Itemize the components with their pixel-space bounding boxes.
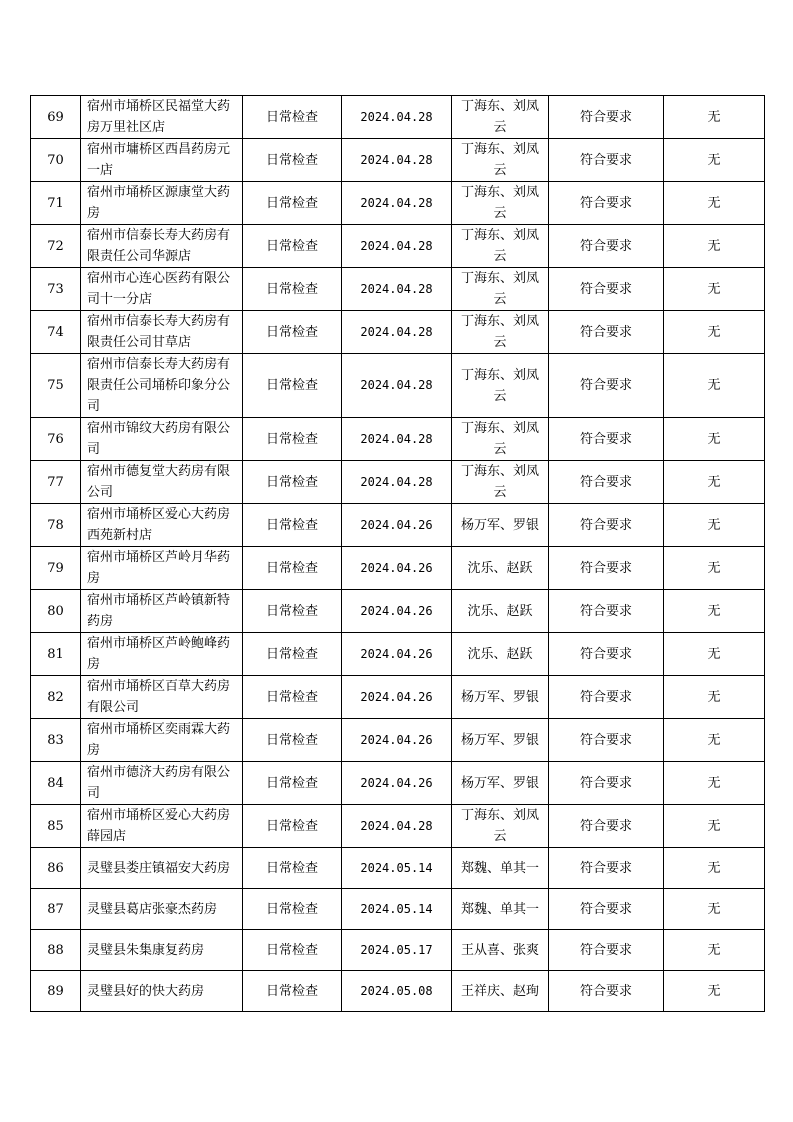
row-number-cell: 89 [31,971,81,1012]
pharmacy-name-line: 西苑新村店 [87,528,153,543]
inspection-type-cell: 日常检查 [243,96,342,139]
inspection-type-cell: 日常检查 [243,461,342,504]
row-number-cell: 78 [31,504,81,547]
inspectors-cell: 丁海东、刘凤云 [452,461,549,504]
pharmacy-name-line: 有限公司 [87,700,140,715]
pharmacy-name-line: 房 [87,743,101,758]
inspection-type-cell: 日常检查 [243,805,342,848]
pharmacy-name-cell [81,182,243,225]
pharmacy-name-line: 司 [87,399,101,414]
pharmacy-name-line: 灵璧县葛店张豪杰药房 [87,901,218,917]
pharmacy-name-cell [81,971,243,1012]
inspection-type-cell: 日常检查 [243,971,342,1012]
inspection-date-cell: 2024.05.14 [342,889,452,930]
inspection-result-cell: 符合要求 [549,889,664,930]
inspection-result-cell: 符合要求 [549,182,664,225]
row-number-cell: 72 [31,225,81,268]
table-row [31,762,765,805]
inspection-date-cell: 2024.04.26 [342,504,452,547]
inspection-date-cell: 2024.05.14 [342,848,452,889]
inspection-result-cell: 符合要求 [549,762,664,805]
inspectors-cell: 丁海东、刘凤云 [452,182,549,225]
problems-found-cell: 无 [664,461,765,504]
inspectors-cell: 沈乐、赵跃 [452,633,549,676]
pharmacy-name-cell [81,805,243,848]
pharmacy-name-line: 房 [87,571,101,586]
inspection-date-cell: 2024.04.28 [342,805,452,848]
row-number-cell: 86 [31,848,81,889]
inspectors-cell: 丁海东、刘凤云 [452,354,549,418]
inspection-type-cell: 日常检查 [243,762,342,805]
pharmacy-name-line: 宿州市埇桥区爱心大药房 [87,507,231,522]
problems-found-cell: 无 [664,762,765,805]
table-row [31,719,765,762]
pharmacy-name-line: 宿州市埇桥区芦岭月华药 [87,550,231,565]
pharmacy-name-cell [81,547,243,590]
inspectors-cell: 王从喜、张爽 [452,930,549,971]
inspection-date-cell: 2024.04.28 [342,418,452,461]
table-row [31,418,765,461]
inspection-date-cell: 2024.04.28 [342,225,452,268]
inspection-date-cell: 2024.04.26 [342,719,452,762]
inspectors-cell: 杨万军、罗银 [452,504,549,547]
pharmacy-name-cell [81,96,243,139]
inspection-date-cell: 2024.04.26 [342,590,452,633]
row-number-cell: 85 [31,805,81,848]
inspection-date-cell: 2024.04.28 [342,268,452,311]
pharmacy-name-line: 宿州市埇桥区奕雨霖大药 [87,722,231,737]
row-number-cell: 80 [31,590,81,633]
pharmacy-name-line: 限责任公司华源店 [87,249,192,264]
row-number-cell: 79 [31,547,81,590]
problems-found-cell: 无 [664,719,765,762]
table-row [31,96,765,139]
row-number-cell: 83 [31,719,81,762]
pharmacy-name-line: 宿州市埇桥区源康堂大药 [87,185,231,200]
inspection-result-cell: 符合要求 [549,461,664,504]
pharmacy-name-cell [81,719,243,762]
inspectors-cell: 杨万军、罗银 [452,719,549,762]
row-number-cell: 82 [31,676,81,719]
table-row [31,547,765,590]
row-number-cell: 77 [31,461,81,504]
inspection-date-cell: 2024.05.17 [342,930,452,971]
inspection-type-cell: 日常检查 [243,354,342,418]
pharmacy-name-line: 司 [87,442,101,457]
inspection-type-cell: 日常检查 [243,182,342,225]
table-row [31,805,765,848]
inspection-type-cell: 日常检查 [243,633,342,676]
pharmacy-name-line: 限责任公司埇桥印象分公 [87,378,231,393]
problems-found-cell: 无 [664,182,765,225]
pharmacy-name-line: 房 [87,206,101,221]
inspection-table [30,95,765,1012]
table-row [31,633,765,676]
inspection-type-cell: 日常检查 [243,418,342,461]
inspectors-cell: 沈乐、赵跃 [452,590,549,633]
inspection-result-cell: 符合要求 [549,719,664,762]
inspection-type-cell: 日常检查 [243,268,342,311]
pharmacy-name-line: 司 [87,786,101,801]
inspection-result-cell: 符合要求 [549,590,664,633]
pharmacy-name-line: 宿州市信泰长寿大药房有 [87,228,231,243]
pharmacy-name-cell [81,676,243,719]
table-row [31,225,765,268]
pharmacy-name-line: 宿州市锦纹大药房有限公 [87,421,231,436]
pharmacy-name-line: 灵璧县好的快大药房 [87,983,205,999]
row-number-cell: 73 [31,268,81,311]
inspection-date-cell: 2024.04.28 [342,461,452,504]
problems-found-cell: 无 [664,139,765,182]
pharmacy-name-line: 宿州市埇桥区芦岭鲍峰药 [87,636,231,651]
pharmacy-name-line: 司十一分店 [87,292,153,307]
pharmacy-name-line: 宿州市德济大药房有限公 [87,765,231,780]
pharmacy-name-line: 药房 [87,614,114,629]
inspection-date-cell: 2024.05.08 [342,971,452,1012]
inspection-date-cell: 2024.04.28 [342,96,452,139]
inspection-type-cell: 日常检查 [243,676,342,719]
inspectors-cell: 丁海东、刘凤云 [452,418,549,461]
problems-found-cell: 无 [664,633,765,676]
pharmacy-name-cell [81,268,243,311]
row-number-cell: 76 [31,418,81,461]
table-row [31,930,765,971]
row-number-cell: 84 [31,762,81,805]
table-row [31,971,765,1012]
pharmacy-name-cell [81,633,243,676]
inspection-type-cell: 日常检查 [243,719,342,762]
pharmacy-name-line: 薛园店 [87,829,127,844]
inspection-result-cell: 符合要求 [549,805,664,848]
pharmacy-name-cell [81,461,243,504]
pharmacy-name-line: 宿州市墉桥区西昌药房元 [87,142,231,157]
pharmacy-name-line: 宿州市信泰长寿大药房有 [87,314,231,329]
pharmacy-name-cell [81,889,243,930]
inspectors-cell: 丁海东、刘凤云 [452,805,549,848]
row-number-cell: 71 [31,182,81,225]
row-number-cell: 81 [31,633,81,676]
problems-found-cell: 无 [664,590,765,633]
pharmacy-name-cell [81,311,243,354]
inspection-result-cell: 符合要求 [549,139,664,182]
pharmacy-name-cell [81,504,243,547]
table-row [31,590,765,633]
inspection-result-cell: 符合要求 [549,311,664,354]
inspection-result-cell: 符合要求 [549,225,664,268]
inspection-result-cell: 符合要求 [549,848,664,889]
problems-found-cell: 无 [664,354,765,418]
inspection-date-cell: 2024.04.26 [342,547,452,590]
problems-found-cell: 无 [664,547,765,590]
inspection-type-cell: 日常检查 [243,590,342,633]
pharmacy-name-line: 宿州市埇桥区民福堂大药 [87,99,231,114]
inspection-result-cell: 符合要求 [549,547,664,590]
inspectors-cell: 王祥庆、赵珣 [452,971,549,1012]
inspection-result-cell: 符合要求 [549,96,664,139]
problems-found-cell: 无 [664,971,765,1012]
pharmacy-name-line: 宿州市埇桥区百草大药房 [87,679,231,694]
inspectors-cell: 丁海东、刘凤云 [452,225,549,268]
table-row [31,889,765,930]
inspection-type-cell: 日常检查 [243,848,342,889]
inspectors-cell: 丁海东、刘凤云 [452,96,549,139]
inspection-type-cell: 日常检查 [243,225,342,268]
inspection-type-cell: 日常检查 [243,930,342,971]
row-number-cell: 75 [31,354,81,418]
pharmacy-name-cell [81,418,243,461]
table-row [31,676,765,719]
inspection-result-cell: 符合要求 [549,354,664,418]
problems-found-cell: 无 [664,676,765,719]
pharmacy-name-cell [81,354,243,418]
inspection-date-cell: 2024.04.26 [342,762,452,805]
table-row [31,311,765,354]
inspectors-cell: 丁海东、刘凤云 [452,139,549,182]
row-number-cell: 88 [31,930,81,971]
inspectors-cell: 沈乐、赵跃 [452,547,549,590]
pharmacy-name-line: 灵璧县朱集康复药房 [87,942,205,958]
table-row [31,354,765,418]
pharmacy-name-cell [81,930,243,971]
inspectors-cell: 杨万军、罗银 [452,762,549,805]
pharmacy-name-cell [81,762,243,805]
inspection-type-cell: 日常检查 [243,547,342,590]
inspection-date-cell: 2024.04.28 [342,354,452,418]
row-number-cell: 87 [31,889,81,930]
problems-found-cell: 无 [664,418,765,461]
pharmacy-name-line: 宿州市心连心医药有限公 [87,271,231,286]
inspection-result-cell: 符合要求 [549,930,664,971]
problems-found-cell: 无 [664,504,765,547]
pharmacy-name-line: 宿州市埇桥区爱心大药房 [87,808,231,823]
pharmacy-name-cell [81,590,243,633]
inspection-type-cell: 日常检查 [243,311,342,354]
problems-found-cell: 无 [664,311,765,354]
inspection-result-cell: 符合要求 [549,418,664,461]
row-number-cell: 69 [31,96,81,139]
pharmacy-name-cell [81,848,243,889]
problems-found-cell: 无 [664,805,765,848]
pharmacy-name-line: 房 [87,657,101,672]
table-row [31,268,765,311]
table-row [31,461,765,504]
inspection-result-cell: 符合要求 [549,676,664,719]
problems-found-cell: 无 [664,96,765,139]
inspection-date-cell: 2024.04.28 [342,311,452,354]
pharmacy-name-line: 灵璧县娄庄镇福安大药房 [87,860,231,876]
pharmacy-name-line: 宿州市德复堂大药房有限 [87,464,231,479]
table-row [31,182,765,225]
pharmacy-name-line: 宿州市信泰长寿大药房有 [87,357,231,372]
table-row [31,848,765,889]
inspectors-cell: 丁海东、刘凤云 [452,268,549,311]
table-body [31,96,765,1012]
row-number-cell: 70 [31,139,81,182]
problems-found-cell: 无 [664,268,765,311]
pharmacy-name-cell [81,139,243,182]
pharmacy-name-cell [81,225,243,268]
inspection-type-cell: 日常检查 [243,889,342,930]
inspection-result-cell: 符合要求 [549,971,664,1012]
inspection-type-cell: 日常检查 [243,504,342,547]
inspectors-cell: 杨万军、罗银 [452,676,549,719]
pharmacy-name-line: 限责任公司甘草店 [87,335,192,350]
row-number-cell: 74 [31,311,81,354]
inspection-result-cell: 符合要求 [549,633,664,676]
inspection-date-cell: 2024.04.26 [342,676,452,719]
problems-found-cell: 无 [664,225,765,268]
inspectors-cell: 郑魏、单其一 [452,889,549,930]
inspectors-cell: 郑魏、单其一 [452,848,549,889]
inspection-date-cell: 2024.04.26 [342,633,452,676]
pharmacy-name-line: 宿州市埇桥区芦岭镇新特 [87,593,231,608]
pharmacy-name-line: 房万里社区店 [87,120,166,135]
table-row [31,504,765,547]
problems-found-cell: 无 [664,930,765,971]
problems-found-cell: 无 [664,889,765,930]
inspection-date-cell: 2024.04.28 [342,139,452,182]
inspectors-cell: 丁海东、刘凤云 [452,311,549,354]
inspection-result-cell: 符合要求 [549,268,664,311]
pharmacy-name-line: 公司 [87,485,114,500]
table-row [31,139,765,182]
problems-found-cell: 无 [664,848,765,889]
inspection-type-cell: 日常检查 [243,139,342,182]
inspection-date-cell: 2024.04.28 [342,182,452,225]
inspection-result-cell: 符合要求 [549,504,664,547]
pharmacy-name-line: 一店 [87,163,114,178]
